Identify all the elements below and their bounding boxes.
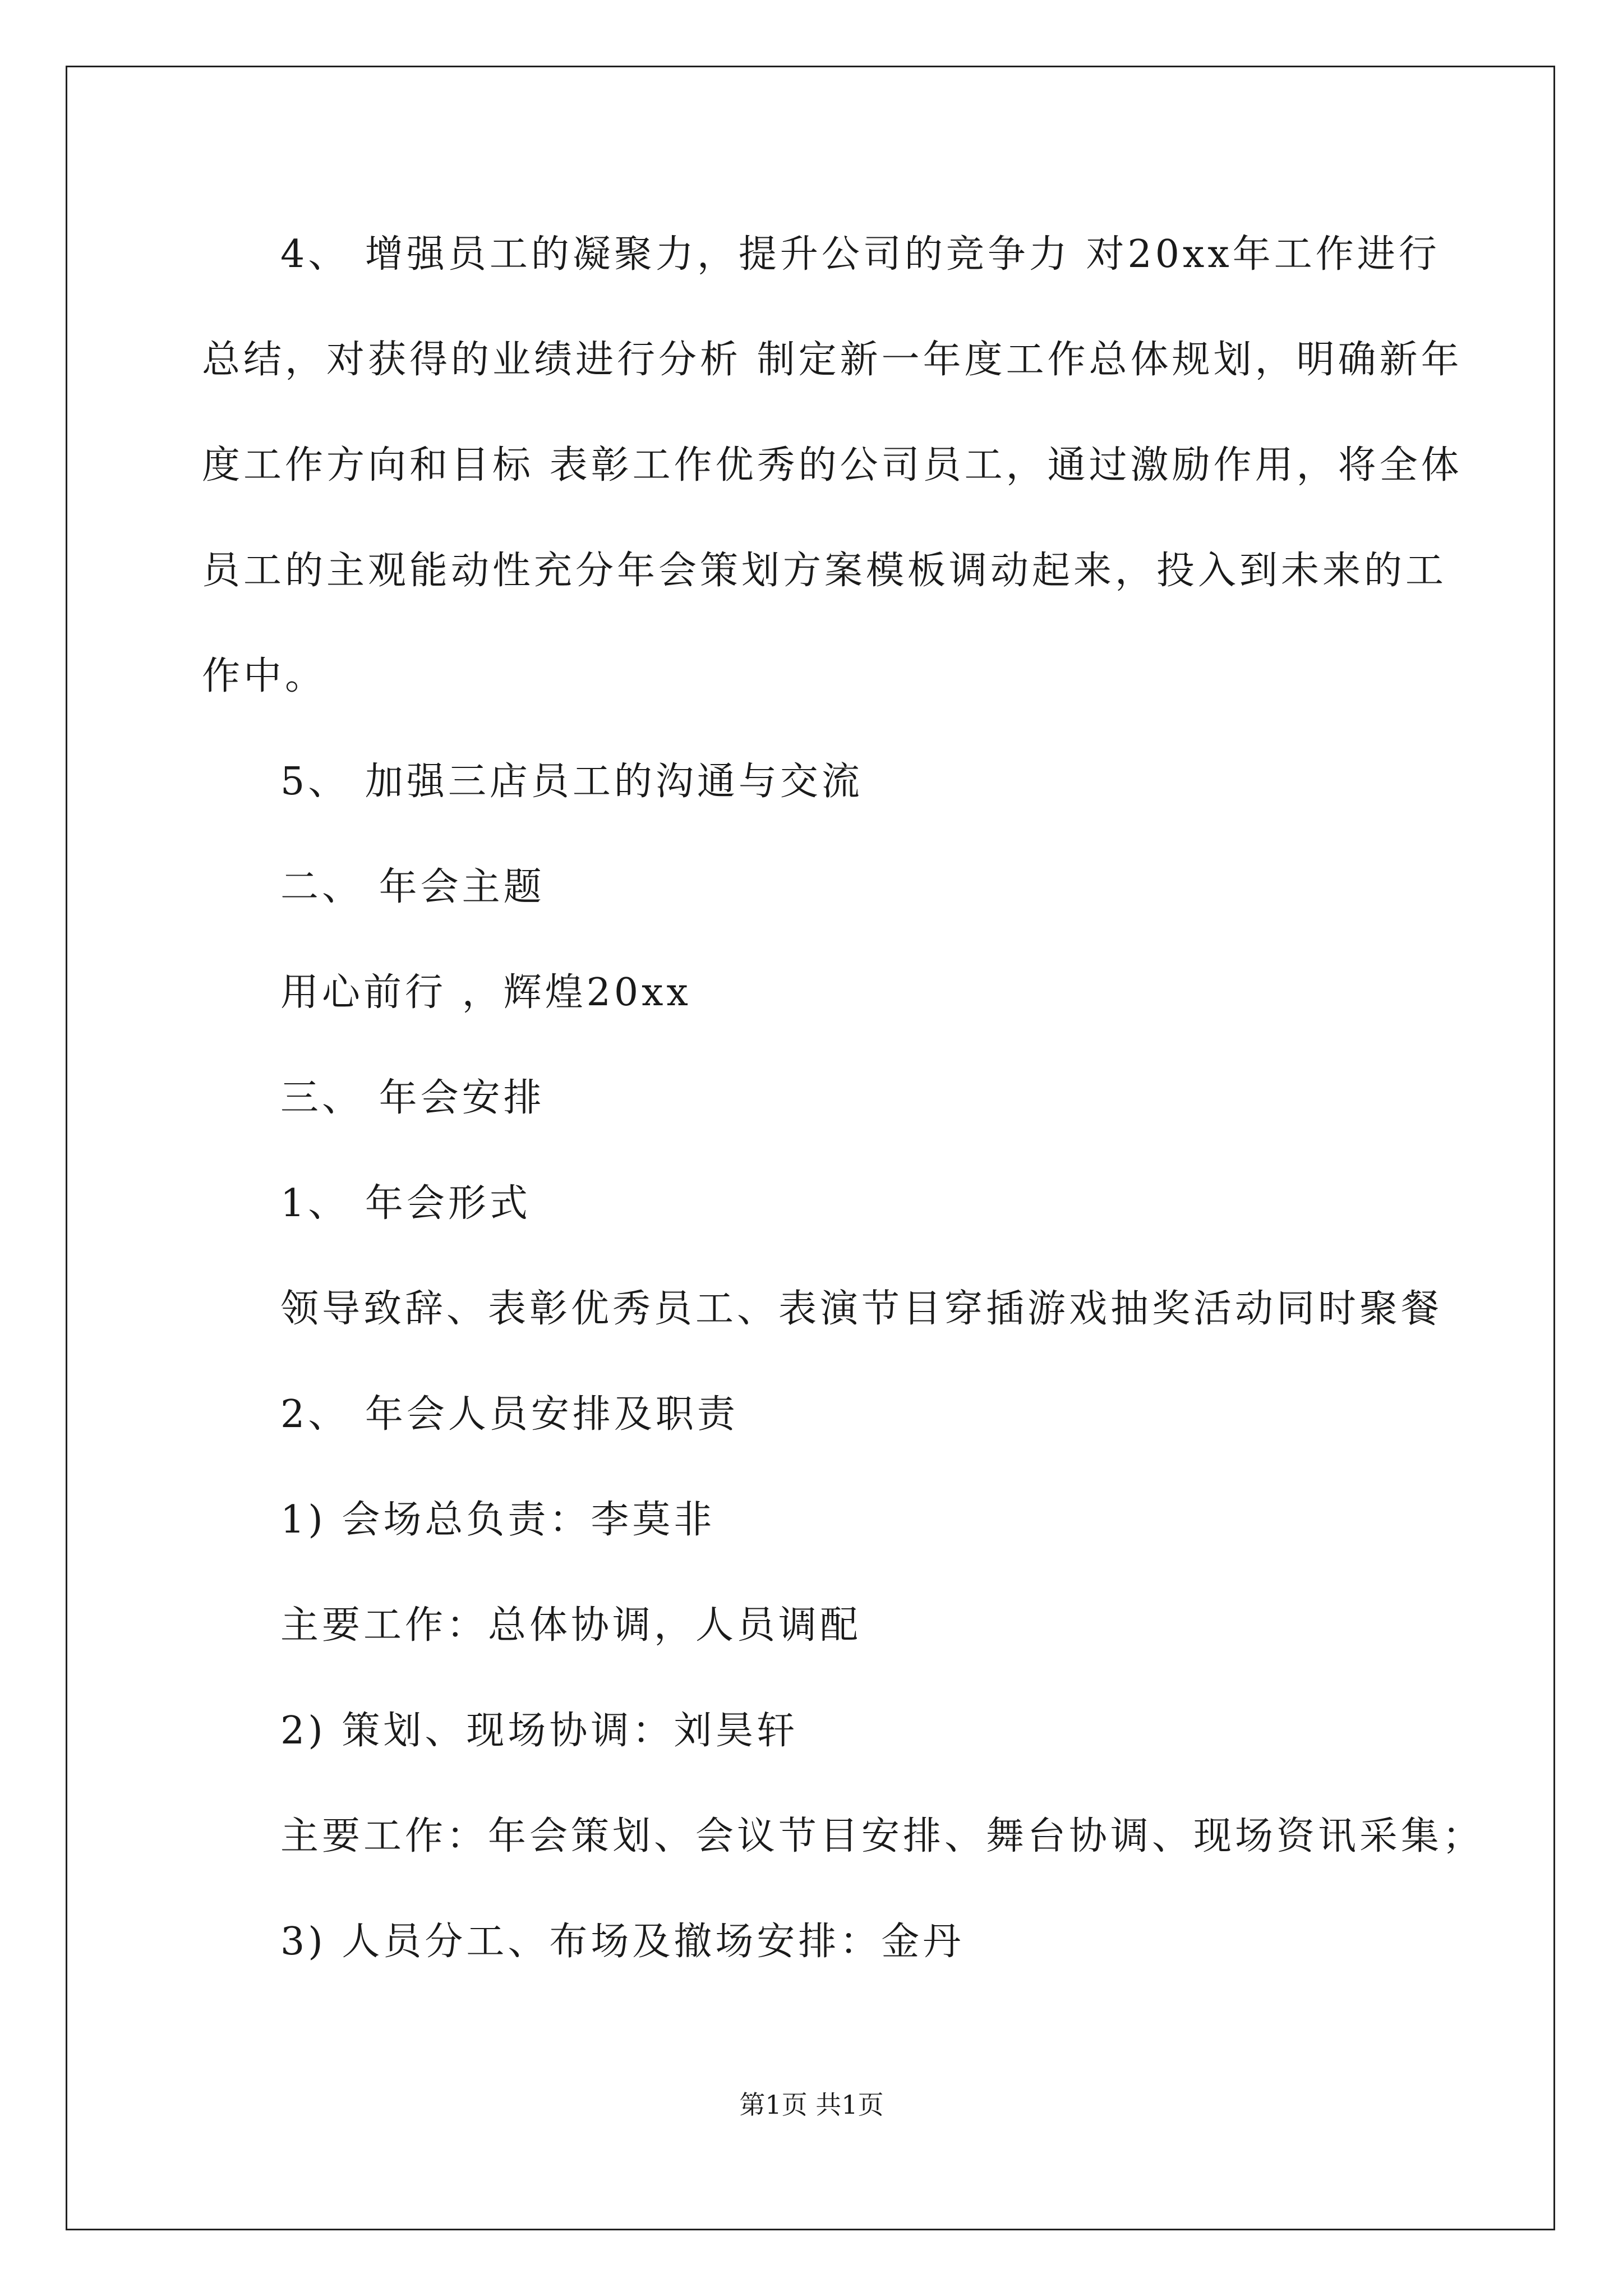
- paragraph-1-line-3: 度工作方向和目标 表彰工作优秀的公司员工，通过激励作用，将全体: [202, 443, 1463, 487]
- format-text: 领导致辞、表彰优秀员工、表演节目穿插游戏抽奖活动同时聚餐: [280, 1287, 1443, 1331]
- paragraph-1-line-4: 员工的主观能动性充分年会策划方案模板调动起来，投入到未来的工: [202, 549, 1447, 593]
- subheading-format: 1、 年会形式: [280, 1181, 531, 1226]
- staff-item-2-duty: 主要工作：年会策划、会议节目安排、舞台协调、现场资讯采集；: [280, 1814, 1484, 1858]
- paragraph-1-line-2: 总结，对获得的业绩进行分析 制定新一年度工作总体规划，明确新年: [202, 338, 1463, 382]
- staff-item-1: 1) 会场总负责：李莫非: [280, 1498, 716, 1542]
- subheading-staff: 2、 年会人员安排及职责: [280, 1392, 739, 1437]
- staff-item-1-duty: 主要工作：总体协调，人员调配: [280, 1603, 862, 1648]
- theme-text: 用心前行 ，辉煌20xx: [280, 970, 691, 1015]
- staff-item-2: 2) 策划、现场协调：刘昊轩: [280, 1709, 799, 1753]
- paragraph-1: [202, 202, 1463, 729]
- section-heading-theme: 二、 年会主题: [280, 865, 545, 909]
- page-footer: 第1页 共1页: [739, 2090, 884, 2120]
- paragraph-1-line-5: 作中。: [202, 654, 327, 698]
- paragraph-1-line-1: 4、 增强员工的凝聚力，提升公司的竞争力 对20xx年工作进行: [280, 232, 1440, 277]
- section-heading-arrangement: 三、 年会安排: [280, 1076, 545, 1120]
- staff-item-3: 3) 人员分工、布场及撤场安排：金丹: [280, 1920, 965, 1964]
- paragraph-2: 5、 加强三店员工的沟通与交流: [280, 760, 863, 804]
